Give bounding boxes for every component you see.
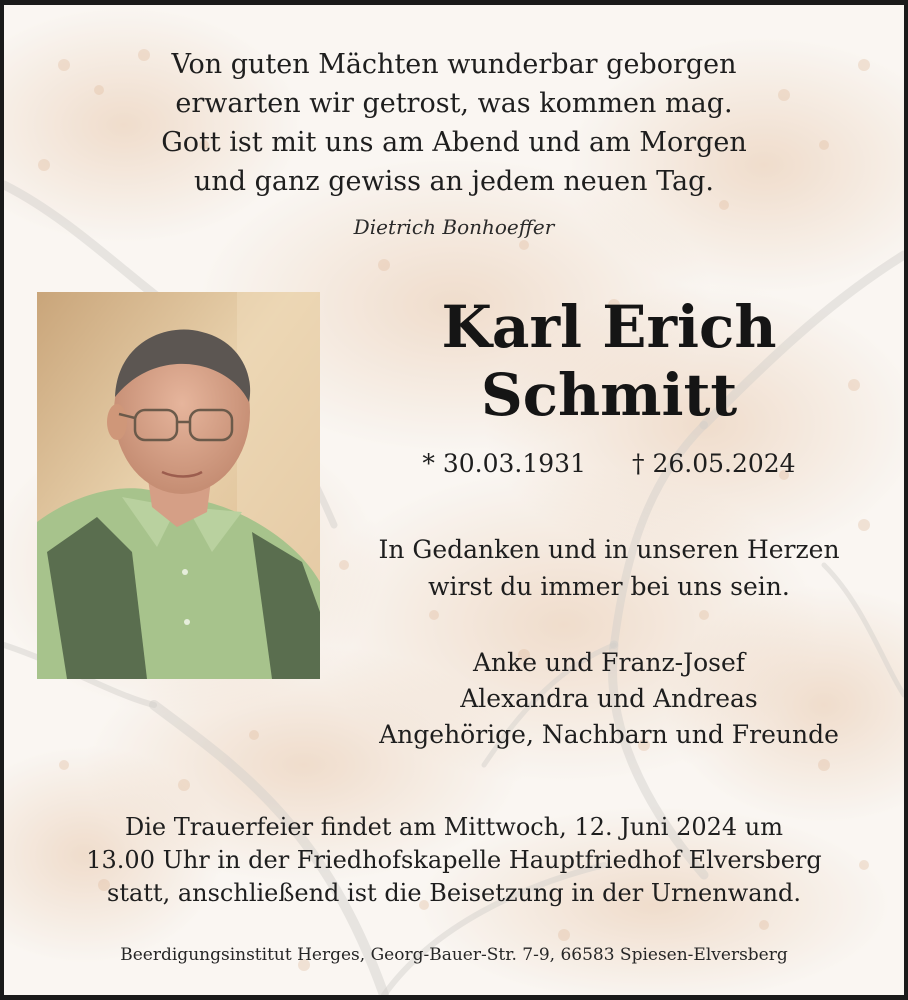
bonhoeffer-quote [4,45,904,201]
service-line: Die Trauerfeier findet am Mittwoch, 12. Juni 2024 um [125,813,783,841]
quote-line: und ganz gewiss an jedem neuen Tag. [194,166,714,197]
remembrance-line: In Gedanken und in unseren Herzen [378,535,840,564]
birth-date: * 30.03.1931 [422,449,586,478]
quote-line: erwarten wir getrost, was kommen mag. [175,88,733,119]
service-line: 13.00 Uhr in der Friedhofskapelle Hauptfriedhof Elversberg [86,846,822,874]
quote-line: Von guten Mächten wunderbar geborgen [171,49,737,80]
remembrance-text [334,531,884,605]
service-announcement [4,811,904,910]
deceased-name [334,293,884,429]
service-line: statt, anschließend ist die Beisetzung in der Urnenwand. [107,879,801,907]
remembrance-line: wirst du immer bei uns sein. [428,572,790,601]
quote-author: Dietrich Bonhoeffer [353,215,555,239]
mourner-line: Angehörige, Nachbarn und Freunde [379,720,839,749]
name-first: Karl Erich [441,293,777,361]
death-date: † 26.05.2024 [632,449,796,478]
life-dates [334,449,884,478]
funeral-home-address: Beerdigungsinstitut Herges, Georg-Bauer-Str. 7-9, 66583 Spiesen-Elversberg [120,945,788,965]
name-last: Schmitt [480,361,738,429]
quote-line: Gott ist mit uns am Abend und am Morgen [161,127,747,158]
portrait-photo [37,292,320,679]
mourner-line: Anke und Franz-Josef [472,648,746,677]
mourner-line: Alexandra und Andreas [460,684,758,713]
mourners-list [324,645,894,753]
